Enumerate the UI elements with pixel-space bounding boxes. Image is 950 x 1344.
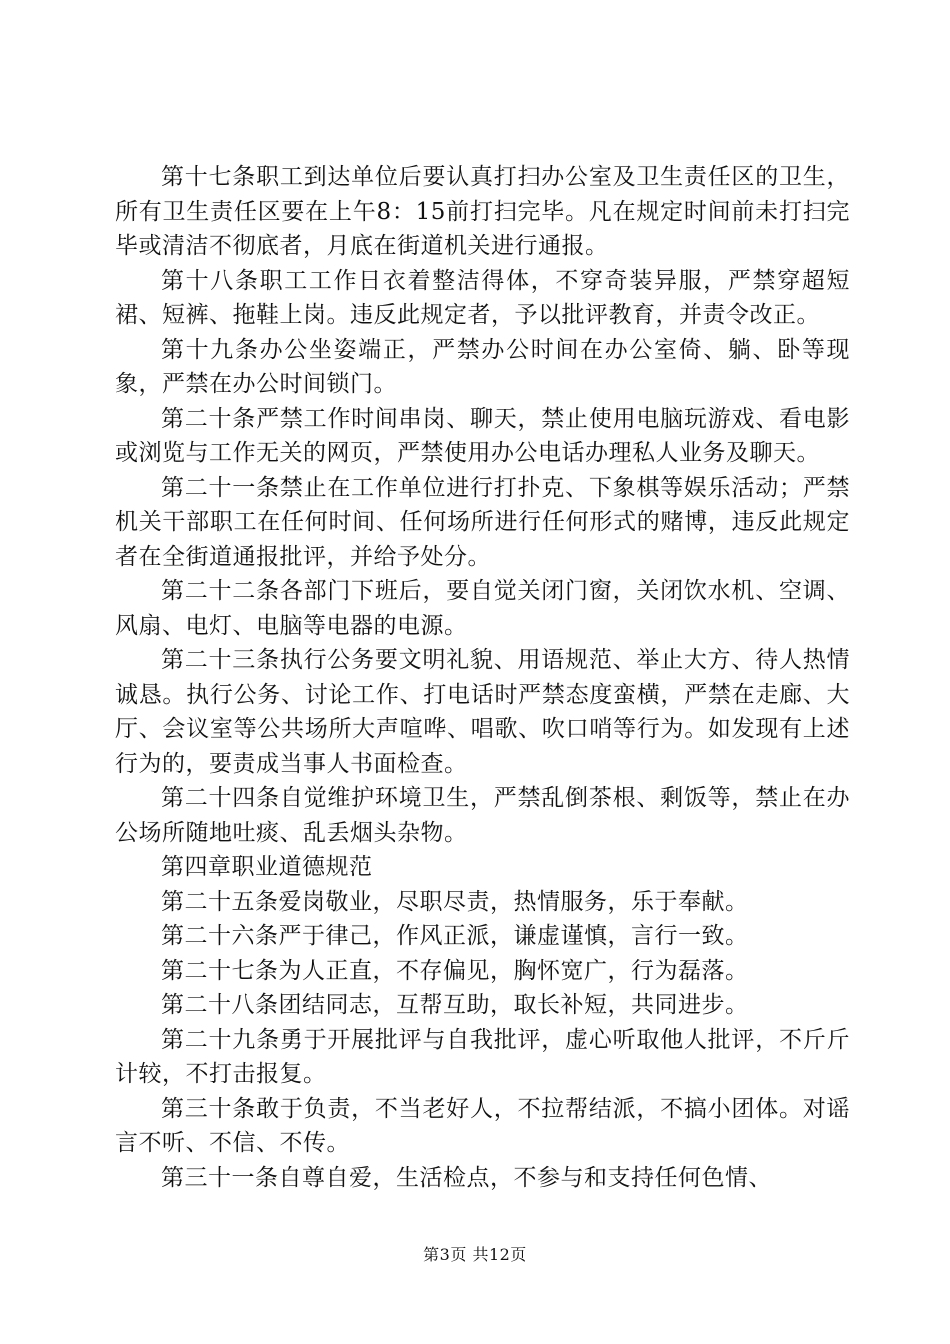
chapter-4-heading: 第四章职业道德规范 xyxy=(161,854,373,880)
article-25-paragraph: 第二十五条爱岗敬业，尽职尽责，热情服务，乐于奉献。 xyxy=(161,888,749,915)
article-29-paragraph: 第二十九条勇于开展批评与自我批评，虚心听取他人批评，不斤斤计较，不打击报复。 xyxy=(115,1026,850,1087)
document-body xyxy=(115,160,850,1195)
article-20-paragraph: 第二十条严禁工作时间串岗、聊天，禁止使用电脑玩游戏、看电影或浏览与工作无关的网页，严禁使用办公电话办理私人业务及聊天。 xyxy=(115,405,850,466)
article-27-paragraph: 第二十七条为人正直，不存偏见，胸怀宽广，行为磊落。 xyxy=(161,957,749,984)
article-28-paragraph: 第二十八条团结同志，互帮互助，取长补短，共同进步。 xyxy=(161,992,749,1018)
article-30-paragraph: 第三十条敢于负责，不当老好人，不拉帮结派，不搞小团体。对谣言不听、不信、不传。 xyxy=(115,1095,850,1156)
page-number-label: 第3页 共12页 xyxy=(423,1245,527,1264)
article-26-paragraph: 第二十六条严于律己，作风正派，谦虚谨慎，言行一致。 xyxy=(161,923,749,949)
article-19-paragraph: 第十九条办公坐姿端正，严禁办公时间在办公室倚、躺、卧等现象，严禁在办公时间锁门。 xyxy=(115,336,850,397)
article-21-paragraph: 第二十一条禁止在工作单位进行打扑克、下象棋等娱乐活动；严禁机关干部职工在任何时间、任何场所进行任何形式的赌博，违反此规定者在全街道通报批评，并给予处分。 xyxy=(115,474,850,570)
page-footer xyxy=(0,1242,950,1265)
article-23-paragraph: 第二十三条执行公务要文明礼貌、用语规范、举止大方、待人热情诚恳。执行公务、讨论工作、打电话时严禁态度蛮横，严禁在走廊、大厅、会议室等公共场所大声喧哗、唱歌、吹口哨等行为。如发现有上述行为的，要责成当事人书面检查。 xyxy=(115,647,850,777)
article-31-paragraph: 第三十一条自尊自爱，生活检点，不参与和支持任何色情、 xyxy=(161,1164,772,1191)
article-18-paragraph: 第十八条职工工作日衣着整洁得体，不穿奇装异服，严禁穿超短裙、短裤、拖鞋上岗。违反此规定者，予以批评教育，并责令改正。 xyxy=(115,267,850,328)
article-22-paragraph: 第二十二条各部门下班后，要自觉关闭门窗，关闭饮水机、空调、风扇、电灯、电脑等电器的电源。 xyxy=(115,578,850,639)
article-24-paragraph: 第二十四条自觉维护环境卫生，严禁乱倒茶根、剩饭等，禁止在办公场所随地吐痰、乱丢烟头杂物。 xyxy=(115,785,850,846)
article-17-paragraph: 第十七条职工到达单位后要认真打扫办公室及卫生责任区的卫生，所有卫生责任区要在上午8：15前打扫完毕。凡在规定时间前未打扫完毕或清洁不彻底者，月底在街道机关进行通报。 xyxy=(115,164,850,259)
